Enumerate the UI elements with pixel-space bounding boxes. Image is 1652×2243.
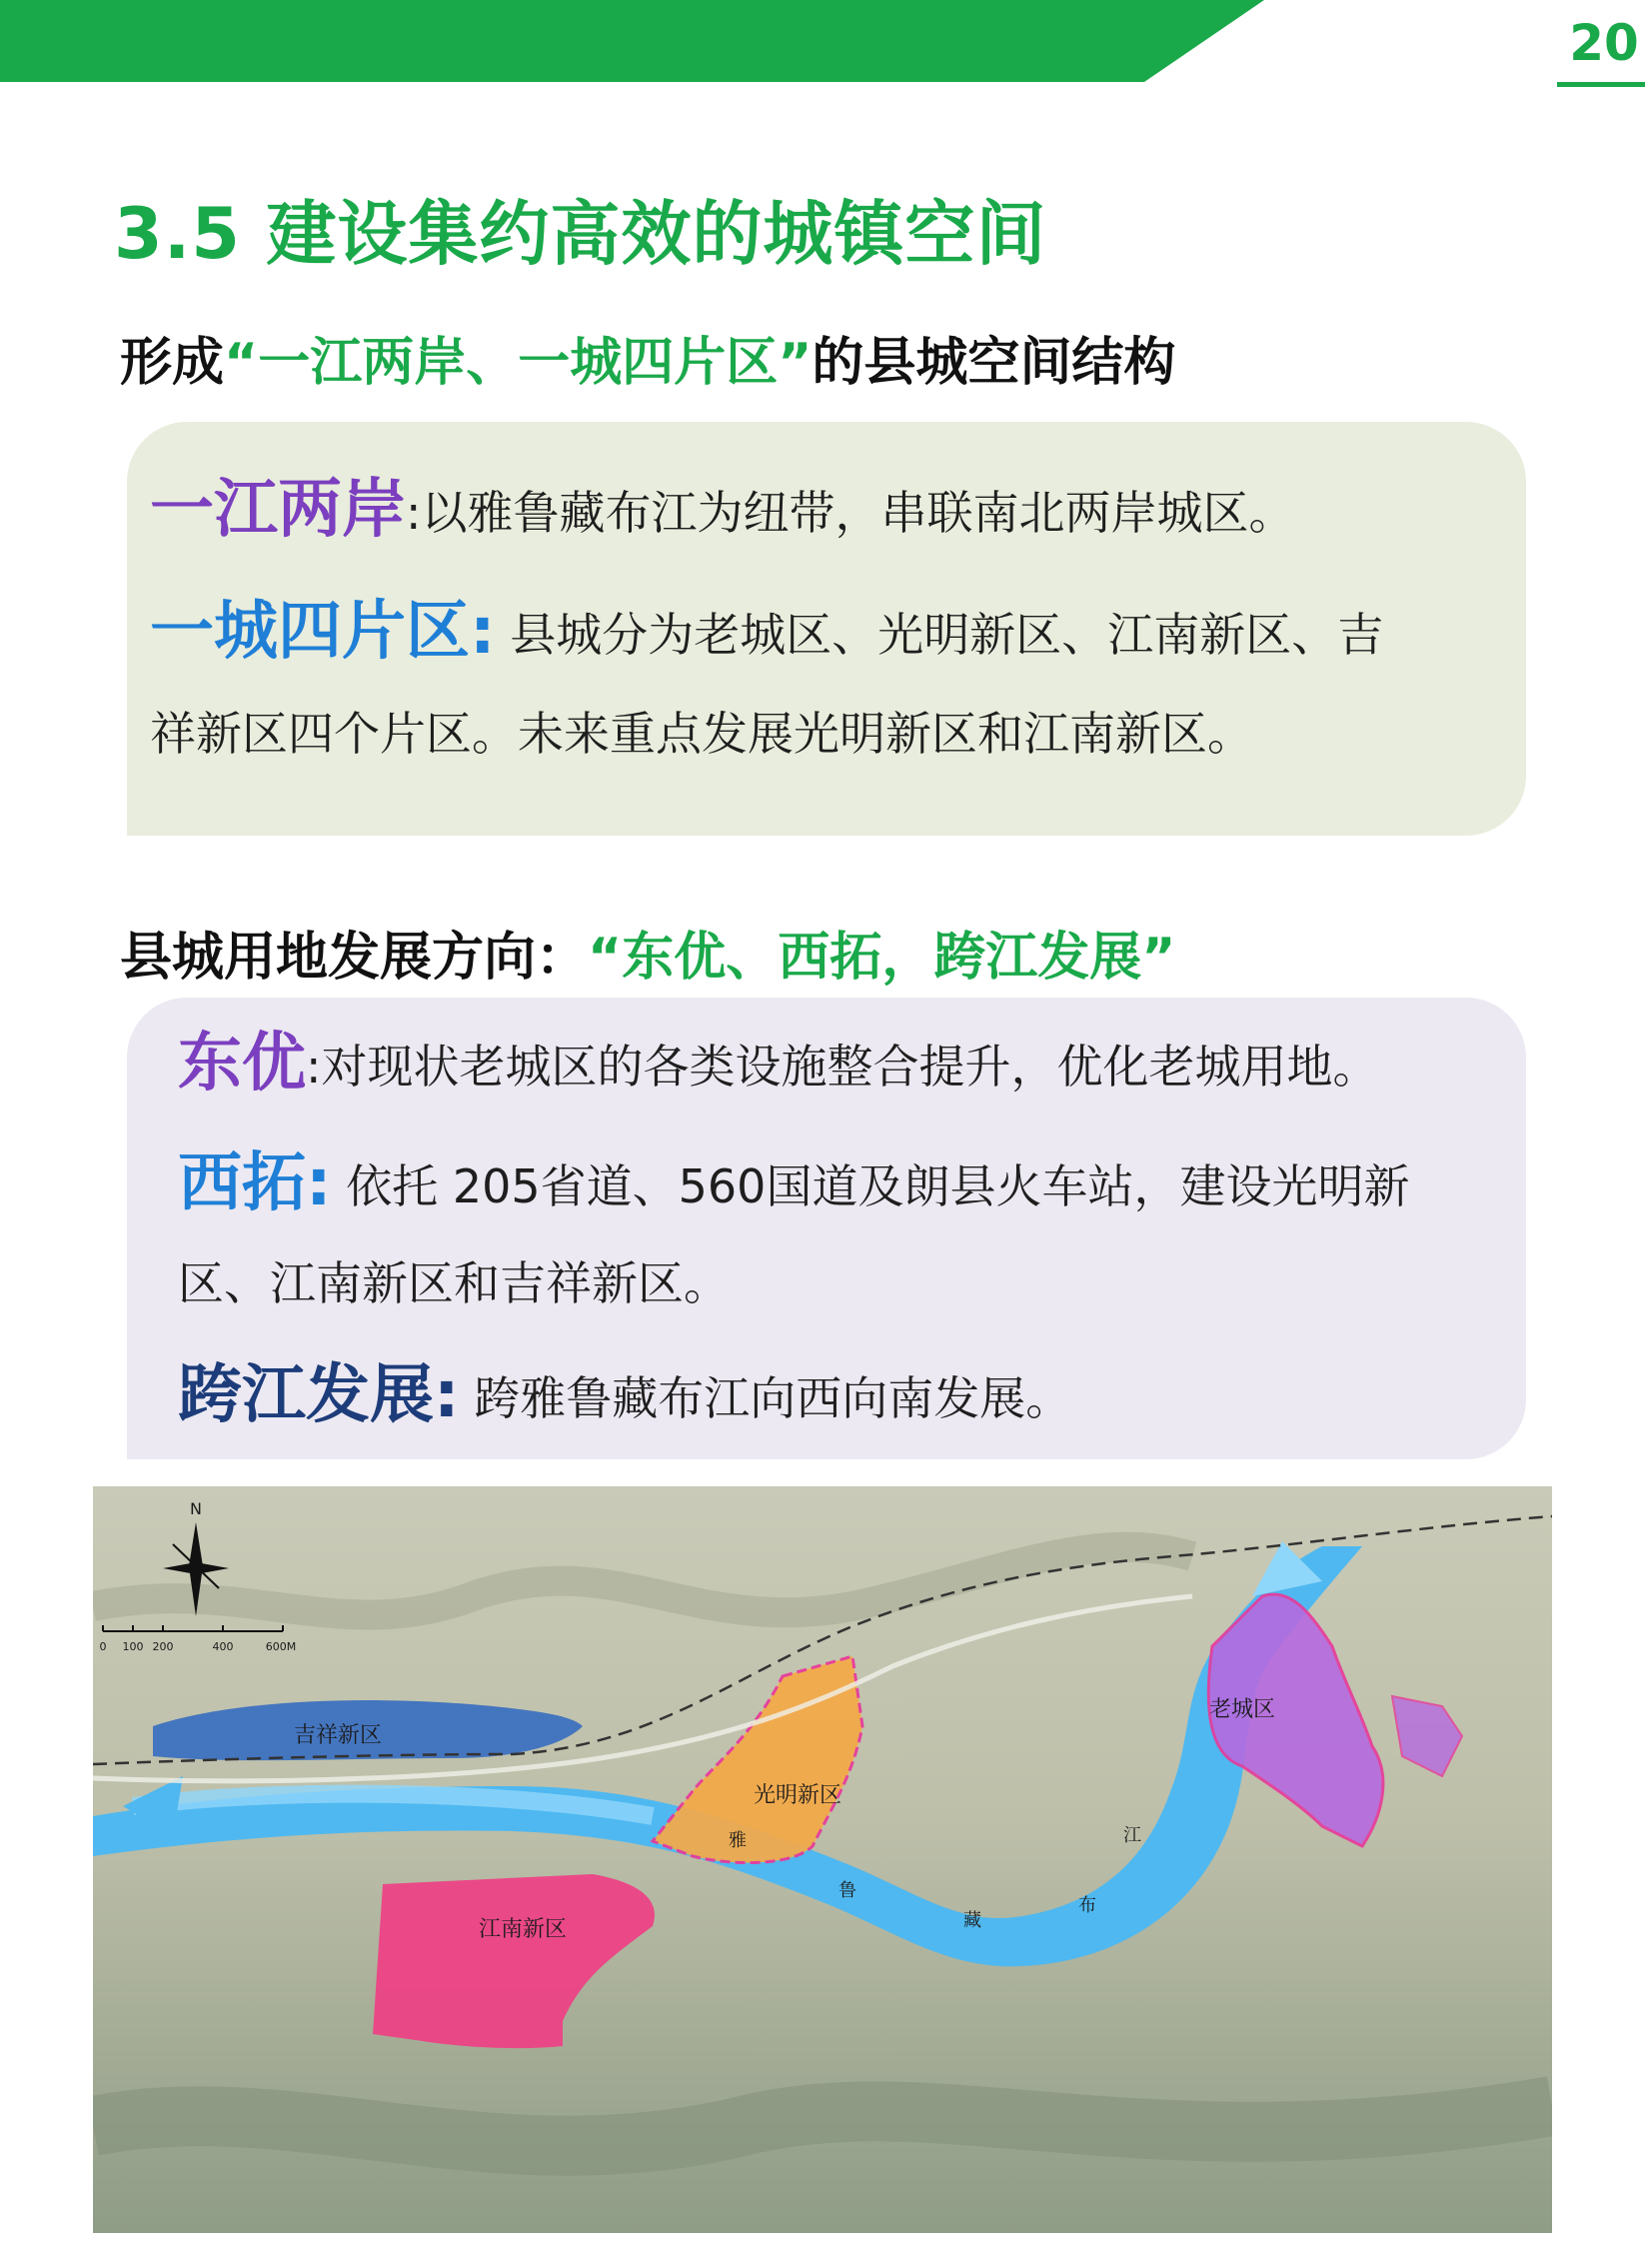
scale-label-3: 400 [212,1640,234,1653]
label-jixiang: 吉祥新区 [293,1723,383,1748]
structure-heading-tail: 的县城空间结构 [812,333,1176,393]
section-title: 3.5 建设集约高效的城镇空间 [114,193,1047,275]
header-band [0,0,1652,90]
direction-item-1-sep: : [306,1040,322,1094]
structure-heading-lead: 形成 [120,333,225,393]
structure-item-2-cont [150,686,1253,782]
direction-item-2 [178,1135,1409,1234]
direction-heading-quote: “东优、西拓，跨江发展” [588,928,1176,988]
scale-label-1: 100 [122,1640,144,1653]
structure-heading [120,320,1175,395]
direction-item-1-key: 东优 [178,1027,306,1101]
map-ridge-south [93,2106,1552,2146]
structure-item-2-text-line2: 祥新区四个片区。未来重点发展光明新区和江南新区。 [150,707,1253,761]
scale-label-0: 0 [99,1640,107,1653]
scale-label-4: 600M [265,1640,297,1653]
county-map [93,1486,1552,2233]
direction-item-1 [178,1016,1379,1115]
direction-item-3-text: 跨雅鲁藏布江向西向南发展。 [474,1371,1072,1425]
direction-item-3-sep: : [434,1358,460,1432]
structure-item-1 [150,462,1295,561]
structure-item-1-text: 以雅鲁藏布江为纽带，串联南北两岸城区。 [421,486,1295,540]
structure-item-2-key: 一城四片区 [150,595,470,669]
structure-item-1-sep: : [406,486,422,540]
structure-item-2-text-line1: 县城分为老城区、光明新区、江南新区、吉 [510,608,1384,662]
direction-item-3-key: 跨江发展 [178,1358,434,1432]
river-char-1: 雅 [729,1830,747,1851]
page-number-underline [1557,82,1645,87]
scale-label-2: 200 [152,1640,174,1653]
river-char-5: 江 [1123,1825,1141,1846]
structure-heading-quote: “一江两岸、一城四片区” [224,333,813,393]
direction-heading [120,915,1175,990]
river-char-2: 鲁 [838,1880,856,1901]
structure-item-1-key: 一江两岸 [150,473,406,547]
structure-item-2 [150,584,1383,683]
direction-item-2-cont [178,1235,730,1331]
direction-item-2-key: 西拓 [178,1146,306,1220]
direction-heading-lead: 县城用地发展方向： [120,928,589,988]
river-char-4: 布 [1078,1895,1096,1916]
label-guangming: 光明新区 [753,1783,842,1808]
structure-item-2-sep: : [470,595,496,669]
page-number: 20 [1569,14,1639,72]
label-jiangnan: 江南新区 [478,1917,568,1942]
direction-item-2-text-line2: 区、江南新区和吉祥新区。 [178,1256,730,1310]
direction-item-3 [178,1347,1071,1446]
river-char-3: 藏 [963,1910,981,1931]
direction-item-2-sep: : [306,1146,332,1220]
north-label: N [190,1499,202,1518]
direction-item-1-text: 对现状老城区的各类设施整合提升，优化老城用地。 [321,1040,1379,1094]
label-laocheng: 老城区 [1208,1697,1276,1722]
direction-item-2-text-line1: 依托 205省道、560国道及朗县火车站，建设光明新 [346,1159,1410,1213]
